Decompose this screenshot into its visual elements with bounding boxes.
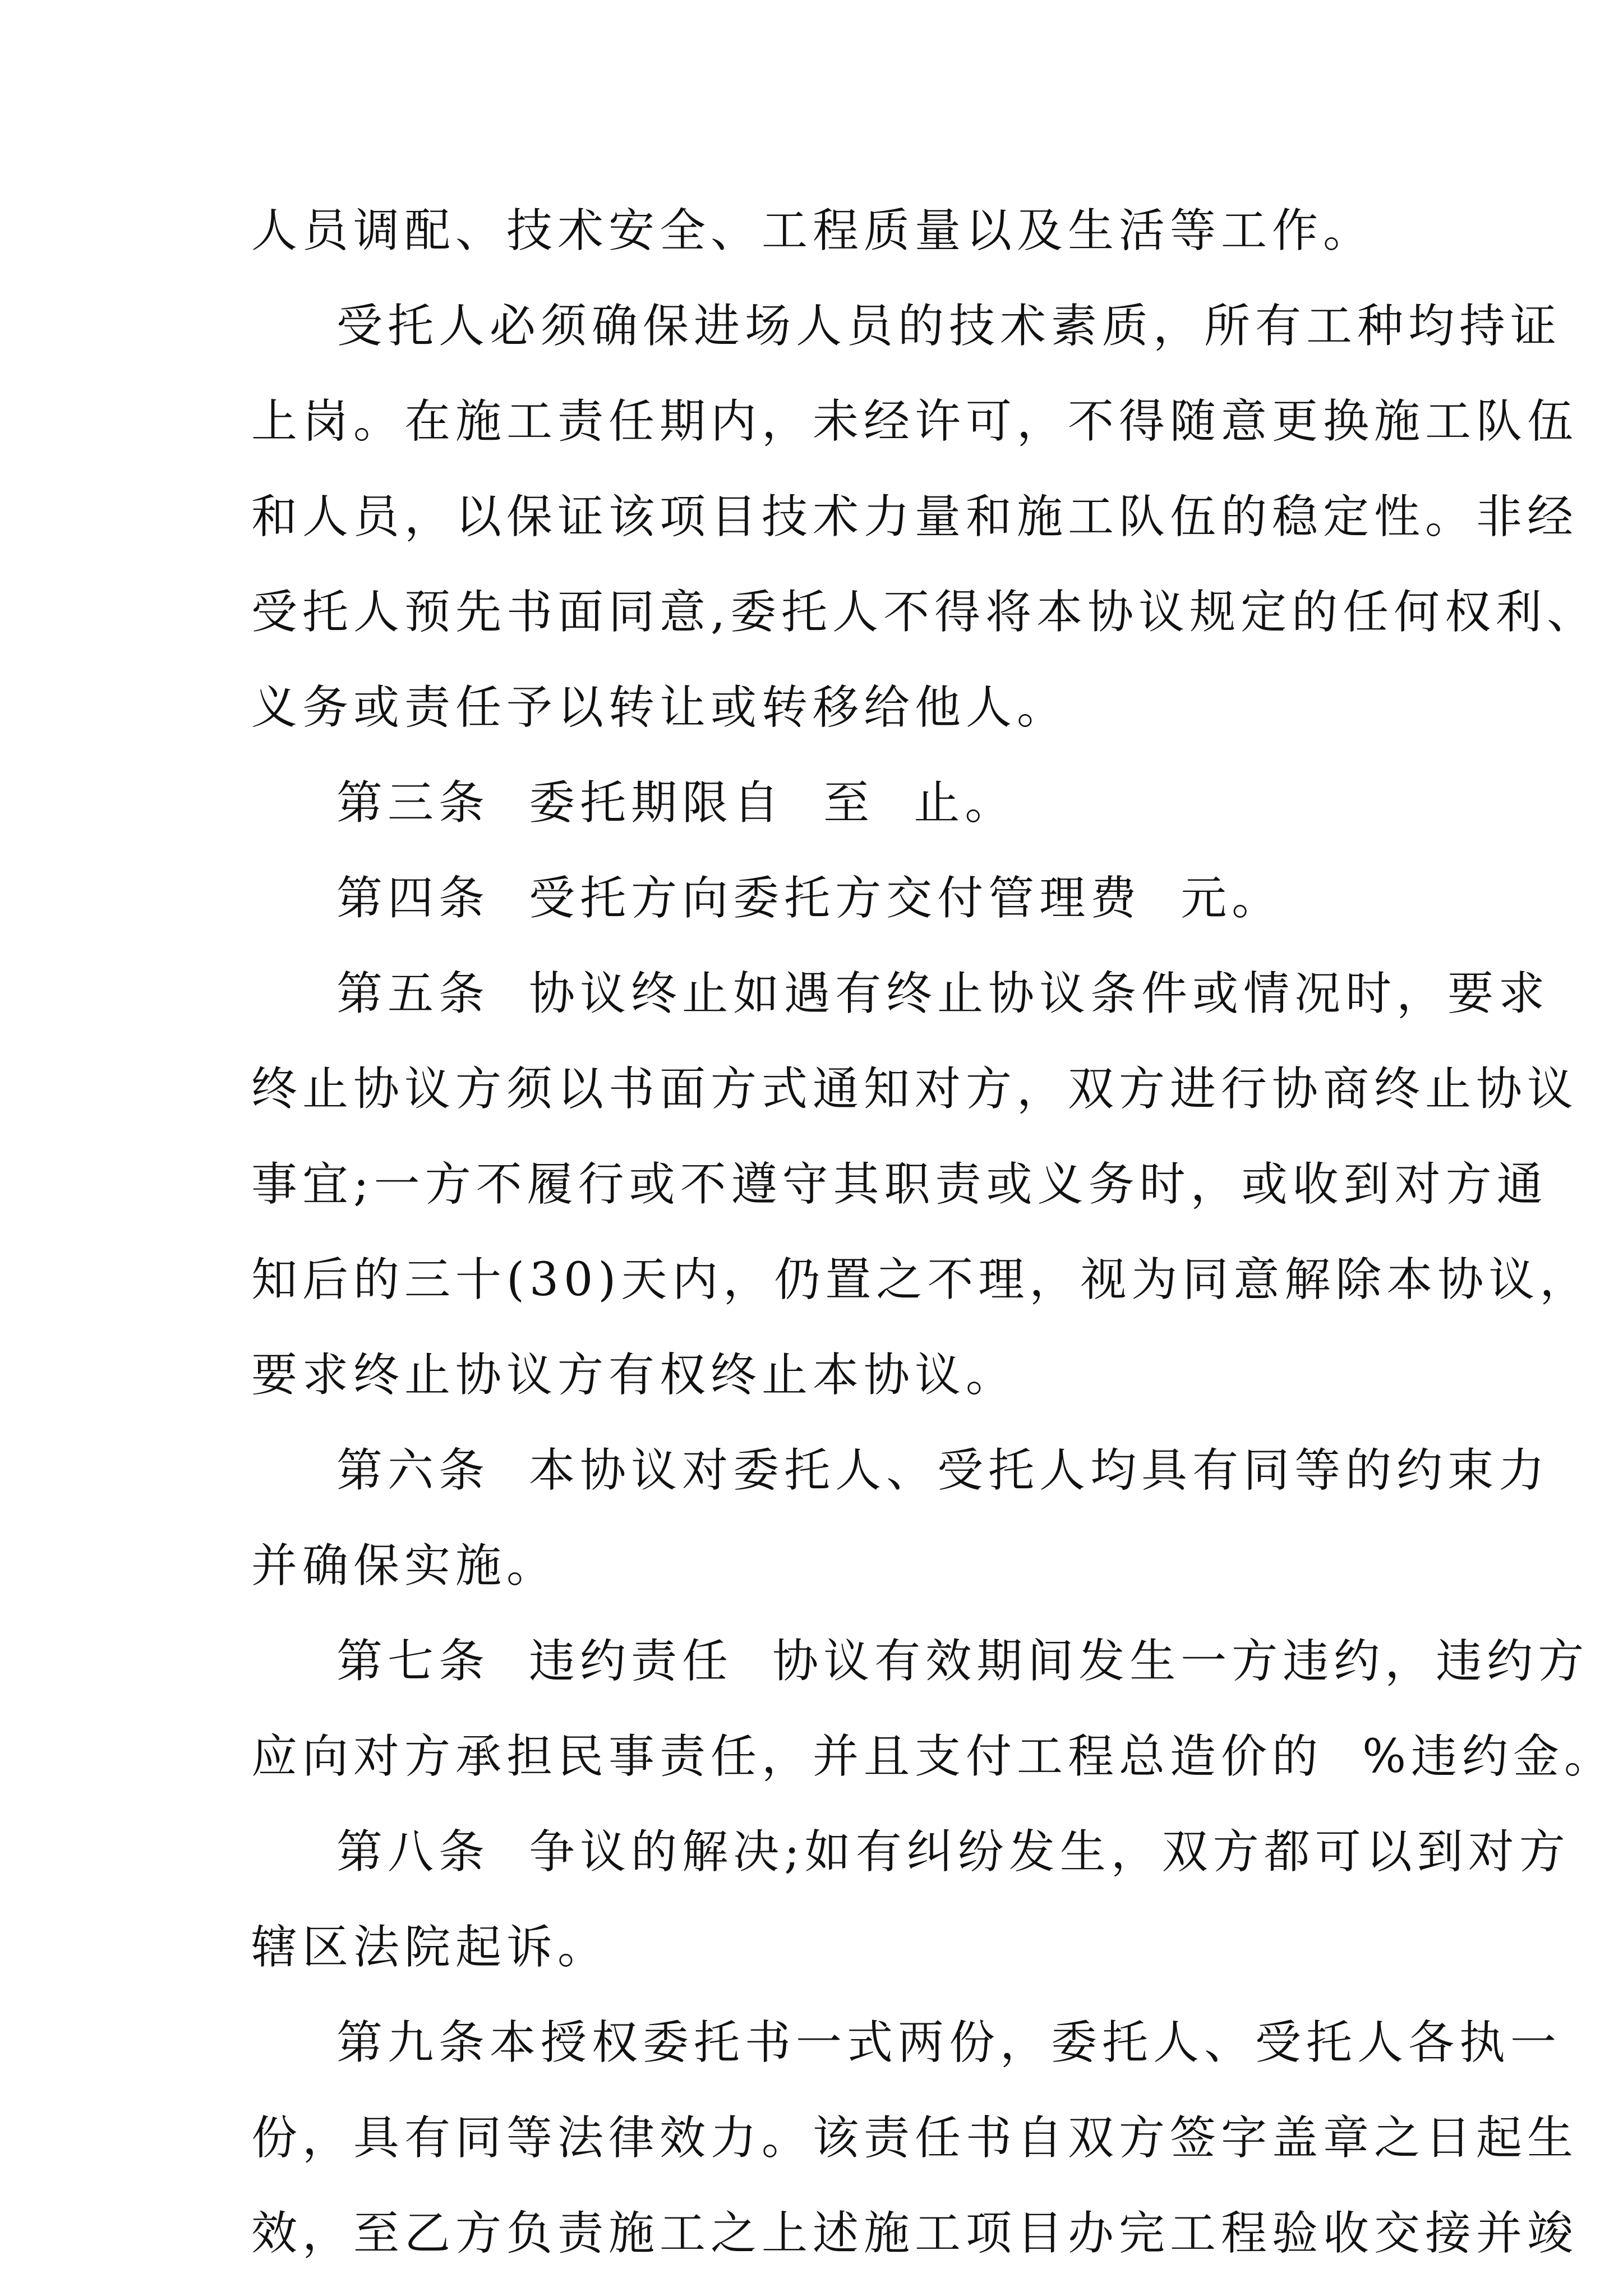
article-7-line: 第七条 违约责任 协议有效期间发生一方违约，违约方 (336, 1635, 1589, 1688)
body-line: 上岗。在施工责任期内，未经许可，不得随意更换施工队伍 (251, 395, 1579, 448)
body-line: 辖区法院起诉。 (251, 1921, 609, 1974)
body-line: 要求终止协议方有权终止本协议。 (251, 1349, 1017, 1402)
body-line: 应向对方承担民事责任，并且支付工程总造价的 %违约金。 (251, 1730, 1616, 1783)
body-line: 知后的三十(30)天内，仍置之不理，视为同意解除本协议， (251, 1253, 1591, 1306)
paragraph-first-line: 受托人必须确保进场人员的技术素质，所有工种均持证 (336, 300, 1562, 353)
article-4-line: 第四条 受托方向委托方交付管理费 元。 (336, 872, 1283, 925)
body-line: 份，具有同等法律效力。该责任书自双方签字盖章之日起生 (251, 2111, 1579, 2165)
body-line: 受托人预先书面同意,委托人不得将本协议规定的任何权利、 (251, 586, 1598, 639)
body-line: 义务或责任予以转让或转移给他人。 (251, 681, 1068, 734)
body-line: 和人员，以保证该项目技术力量和施工队伍的稳定性。非经 (251, 490, 1579, 544)
body-line: 并确保实施。 (251, 1539, 558, 1593)
article-8-line: 第八条 争议的解决;如有纠纷发生，双方都可以到对方 (336, 1825, 1570, 1879)
article-9-line: 第九条本授权委托书一式两份，委托人、受托人各执一 (336, 2016, 1562, 2069)
body-line: 事宜;一方不履行或不遵守其职责或义务时，或收到对方通 (251, 1158, 1548, 1211)
article-5-line: 第五条 协议终止如遇有终止协议条件或情况时，要求 (336, 967, 1550, 1020)
body-line: 人员调配、技术安全、工程质量以及生活等工作。 (251, 204, 1375, 257)
body-line: 效，至乙方负责施工之上述施工项目办完工程验收交接并竣 (251, 2207, 1579, 2260)
body-line: 终止协议方须以书面方式通知对方，双方进行协商终止协议 (251, 1062, 1579, 1116)
article-3-line: 第三条 委托期限自 至 止。 (336, 776, 1016, 830)
article-6-line: 第六条 本协议对委托人、受托人均具有同等的约束力 (336, 1444, 1550, 1497)
